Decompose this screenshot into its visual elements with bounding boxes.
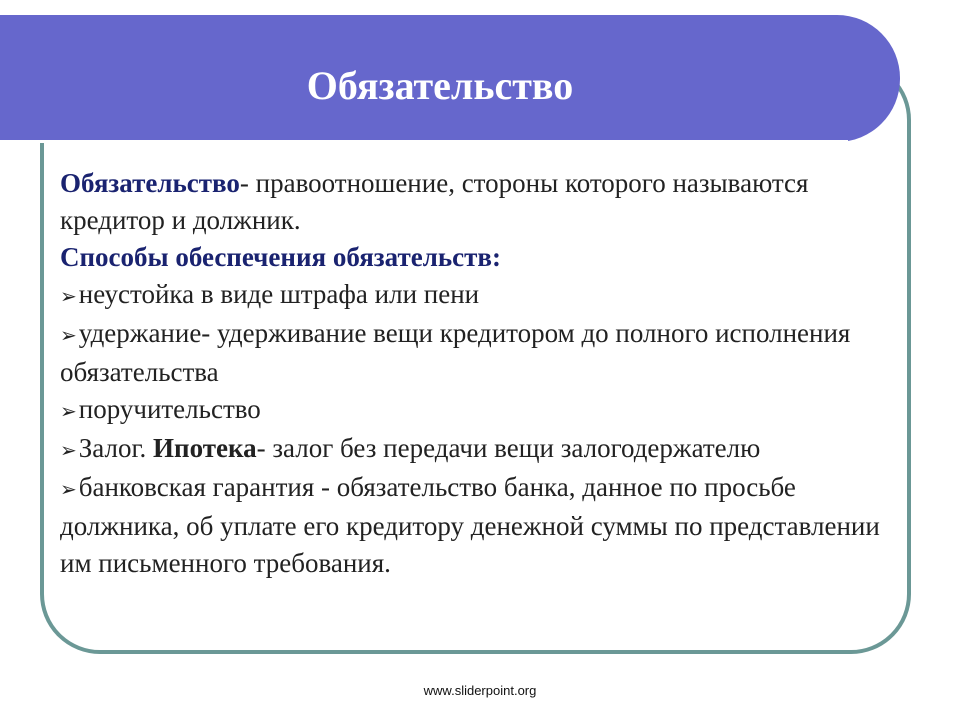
pledge-text: - залог без передачи вещи залогодержателю (256, 433, 761, 463)
list-item: ➢ банковская гарантия - обязательство банка, данное по просьбе должника, об уплате его кредитору денежной суммы по представлении им письменного требования. (60, 469, 890, 582)
pledge-term: Ипотека (153, 433, 257, 463)
subheading: Способы обеспечения обязательств: (60, 242, 501, 272)
definition-term: Обязательство (60, 168, 240, 198)
list-item: ➢ неустойка в виде штрафа или пени (60, 276, 890, 315)
slide-title: Обязательство (306, 63, 574, 108)
definition-text: - правоотношение, стороны которого называются кредитор и должник. (60, 168, 809, 235)
pledge-prefix: Залог. (78, 433, 154, 463)
slide-body (60, 165, 890, 582)
definition-paragraph (60, 165, 890, 239)
list-item: ➢ поручительство (60, 391, 890, 430)
title-banner (0, 15, 900, 142)
title-underline (0, 140, 848, 143)
list-item-pledge (60, 430, 890, 469)
source-watermark: www.sliderpoint.org (423, 683, 537, 698)
list-item: ➢ удержание- удерживание вещи кредитором до полного исполнения обязательства (60, 315, 890, 391)
